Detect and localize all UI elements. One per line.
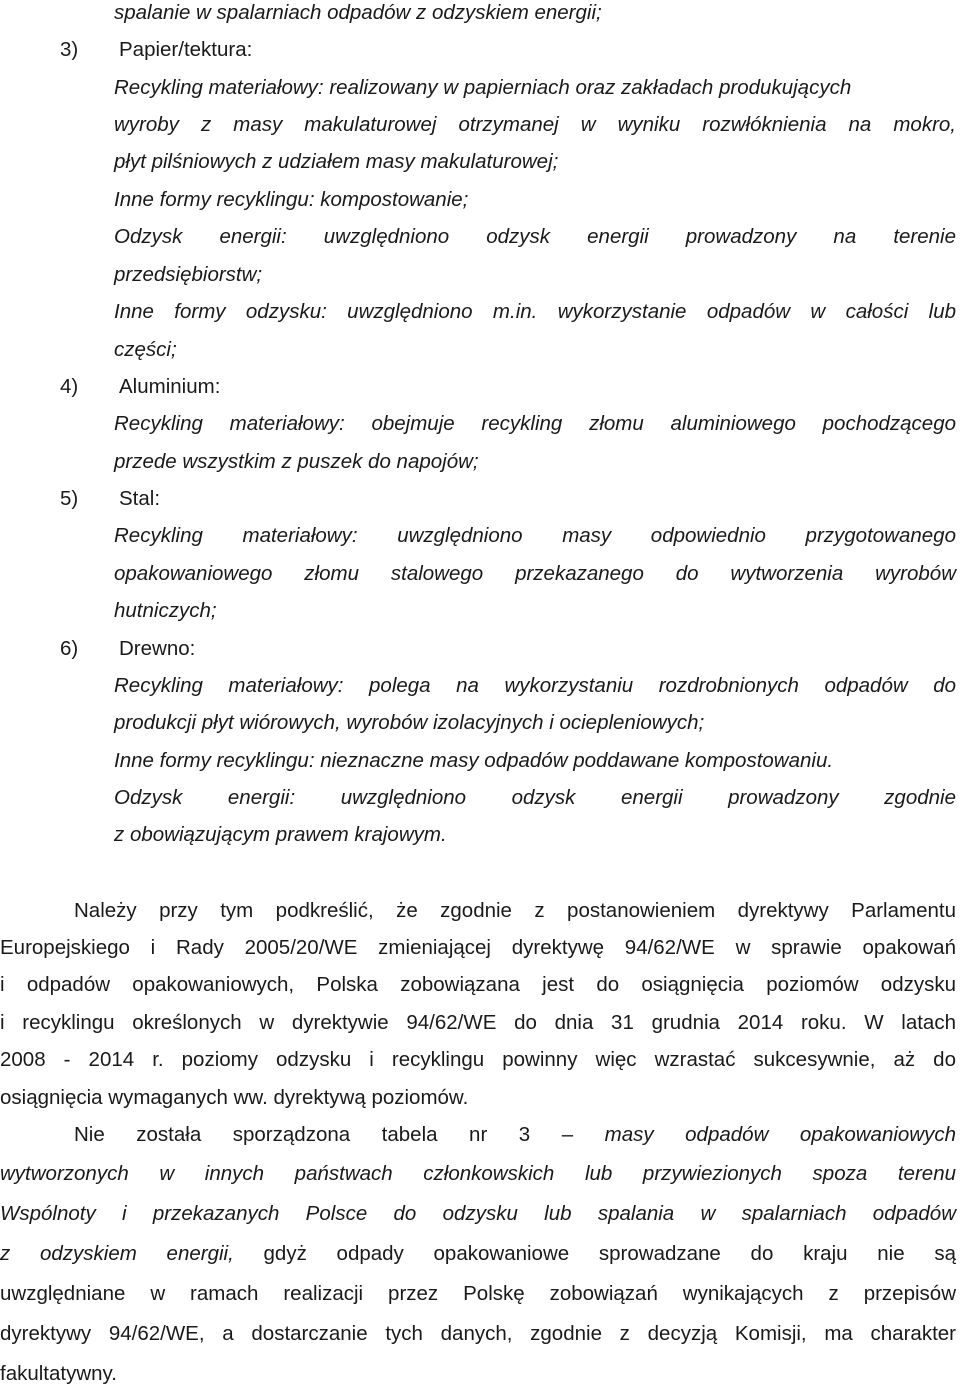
text-line: części; xyxy=(114,338,177,361)
text-line: Odzysk energii: uwzględniono odzysk energii prowadzony zgodnie xyxy=(114,786,956,809)
text-span: gdyż odpady opakowaniowe sprowadzane do kraju nie są xyxy=(263,1242,956,1265)
text-line xyxy=(74,1123,956,1147)
list-heading: Papier/tektura: xyxy=(119,38,253,61)
text-line: płyt pilśniowych z udziałem masy makulaturowej; xyxy=(114,150,559,173)
list-heading: Aluminium: xyxy=(119,375,221,398)
list-heading: Stal: xyxy=(119,487,161,510)
text-line: Recykling materiałowy: obejmuje recykling złomu aluminiowego pochodzącego xyxy=(114,412,956,435)
text-line: Europejskiego i Rady 2005/20/WE zmieniającej dyrektywę 94/62/WE w sprawie opakowań xyxy=(0,936,956,959)
text-line: 2008 - 2014 r. poziomy odzysku i recyklingu powinny więc wzrastać sukcesywnie, aż do xyxy=(0,1048,956,1071)
text-span-italic: z odzyskiem energii, xyxy=(0,1242,234,1265)
text-line xyxy=(0,1242,956,1266)
list-number: 6) xyxy=(60,637,79,660)
text-span-italic: masy odpadów opakowaniowych xyxy=(604,1123,957,1146)
text-line: wyroby z masy makulaturowej otrzymanej w wyniku rozwłóknienia na mokro, xyxy=(114,113,956,136)
text-line: Należy przy tym podkreślić, że zgodnie z postanowieniem dyrektywy Parlamentu xyxy=(74,899,956,922)
text-line: Recykling materiałowy: realizowany w papierniach oraz zakładach produkujących xyxy=(114,76,852,99)
text-line: produkcji płyt wiórowych, wyrobów izolacyjnych i ociepleniowych; xyxy=(114,711,705,734)
text-line: i recyklingu określonych w dyrektywie 94/62/WE do dnia 31 grudnia 2014 roku. W latach xyxy=(0,1011,956,1034)
text-line: spalanie w spalarniach odpadów z odzyskiem energii; xyxy=(114,1,602,24)
text-line: opakowaniowego złomu stalowego przekazanego do wytworzenia wyrobów xyxy=(114,562,956,585)
text-line: fakultatywny. xyxy=(0,1362,117,1385)
text-span: Nie została sporządzona tabela nr 3 – xyxy=(74,1123,574,1146)
text-line: przedsiębiorstw; xyxy=(114,263,263,286)
list-number: 4) xyxy=(60,375,79,398)
list-heading: Drewno: xyxy=(119,637,196,660)
text-line: Wspólnoty i przekazanych Polsce do odzysku lub spalania w spalarniach odpadów xyxy=(0,1202,956,1225)
text-line: hutniczych; xyxy=(114,599,217,622)
text-line: przede wszystkim z puszek do napojów; xyxy=(114,450,479,473)
text-line: wytworzonych w innych państwach członkowskich lub przywiezionych spoza terenu xyxy=(0,1162,956,1185)
text-line: Inne formy recyklingu: nieznaczne masy odpadów poddawane kompostowaniu. xyxy=(114,749,834,772)
text-line: z obowiązującym prawem krajowym. xyxy=(114,823,447,846)
list-number: 3) xyxy=(60,38,79,61)
text-line: Recykling materiałowy: polega na wykorzystaniu rozdrobnionych odpadów do xyxy=(114,674,956,697)
text-line: Inne formy recyklingu: kompostowanie; xyxy=(114,188,469,211)
text-line: uwzględniane w ramach realizacji przez Polskę zobowiązań wynikających z przepisów xyxy=(0,1282,956,1305)
text-line: Inne formy odzysku: uwzględniono m.in. wykorzystanie odpadów w całości lub xyxy=(114,300,956,323)
text-line: osiągnięcia wymaganych ww. dyrektywą poziomów. xyxy=(0,1086,469,1109)
text-line: dyrektywy 94/62/WE, a dostarczanie tych danych, zgodnie z decyzją Komisji, ma charakter xyxy=(0,1322,956,1345)
text-line: Odzysk energii: uwzględniono odzysk energii prowadzony na terenie xyxy=(114,225,956,248)
text-line: Recykling materiałowy: uwzględniono masy odpowiednio przygotowanego xyxy=(114,524,956,547)
list-number: 5) xyxy=(60,487,79,510)
text-line: i odpadów opakowaniowych, Polska zobowiązana jest do osiągnięcia poziomów odzysku xyxy=(0,973,956,996)
